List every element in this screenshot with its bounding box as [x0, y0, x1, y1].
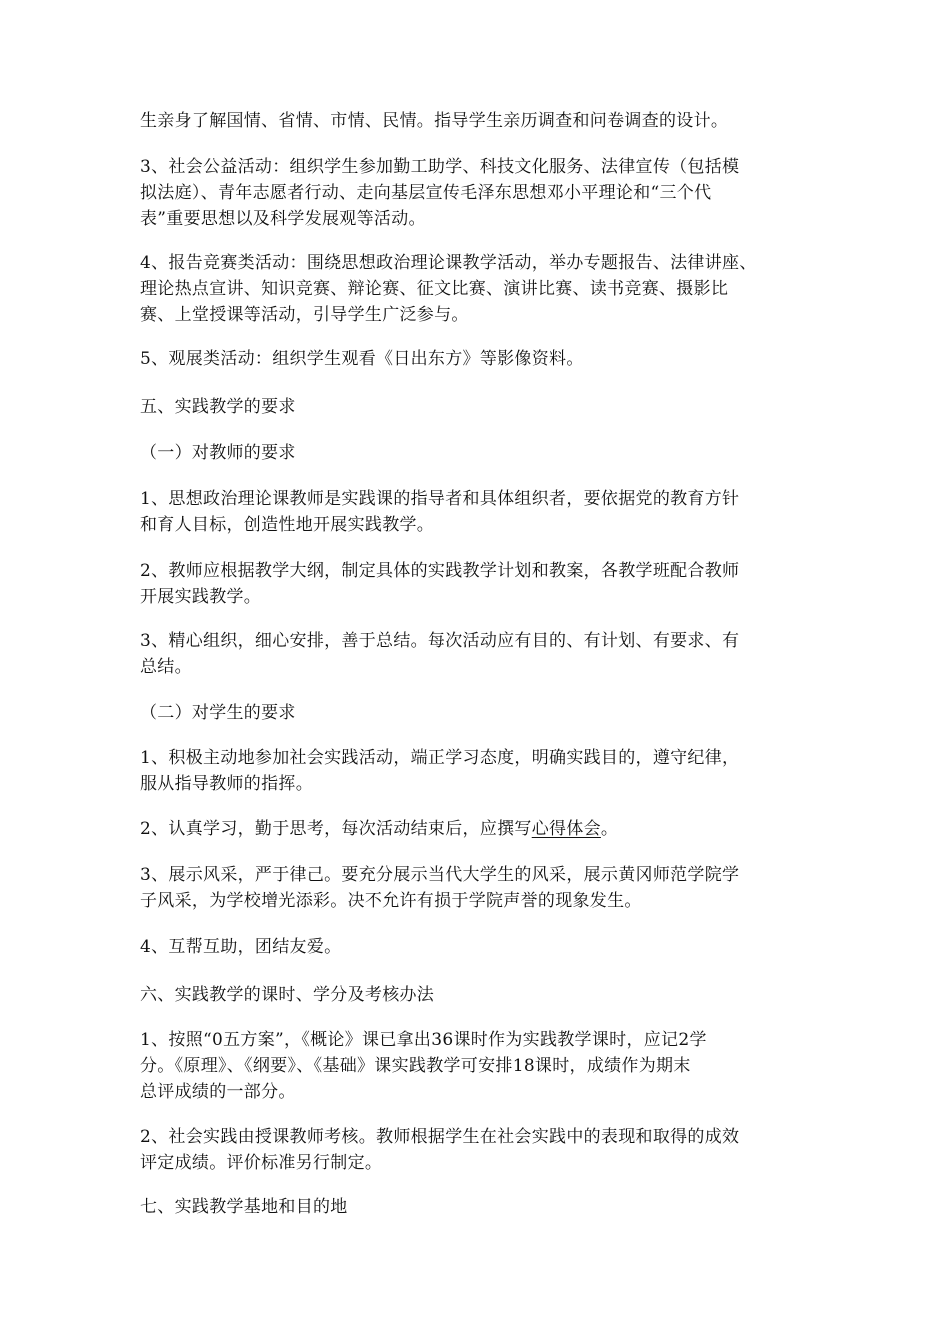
text-segment: 2、认真学习，勤于思考，每次活动结束后，应撰写 — [140, 819, 532, 839]
paragraph-student-4 — [140, 934, 820, 960]
text-line: 4、报告竞赛类活动：围绕思想政治理论课教学活动，举办专题报告、法律讲座、 — [140, 253, 757, 273]
paragraph-student-2 — [140, 816, 820, 842]
text-line: 表”重要思想以及科学发展观等活动。 — [140, 209, 426, 229]
text-line: （一）对教师的要求 — [140, 443, 296, 463]
paragraph-hours-2 — [140, 1124, 820, 1176]
text-line: 五、实践教学的要求 — [140, 397, 296, 417]
text-line: 1、思想政治理论课教师是实践课的指导者和具体组织者，要依据党的教育方针 — [140, 489, 740, 509]
reflection-link[interactable]: 心得体会 — [531, 819, 601, 839]
paragraph-reports-competitions — [140, 250, 820, 328]
section-heading-hours-credits — [140, 982, 820, 1008]
text-line: 2、教师应根据教学大纲，制定具体的实践教学计划和教案，各教学班配合教师 — [140, 561, 740, 581]
paragraph-teacher-2 — [140, 558, 820, 610]
text-line: 4、互帮互助，团结友爱。 — [140, 937, 342, 957]
text-line: 赛、上堂授课等活动，引导学生广泛参与。 — [140, 305, 469, 325]
text-line: 拟法庭）、青年志愿者行动、走向基层宣传毛泽东思想邓小平理论和“三个代 — [140, 183, 712, 203]
section-heading-bases — [140, 1194, 820, 1220]
subheading-teacher-requirements — [140, 440, 820, 466]
text-line: 生亲身了解国情、省情、市情、民情。指导学生亲历调查和问卷调查的设计。 — [140, 111, 729, 131]
text-line — [140, 816, 820, 842]
paragraph-hours-1 — [140, 1027, 820, 1105]
text-line: 子风采，为学校增光添彩。决不允许有损于学院声誉的现象发生。 — [140, 891, 642, 911]
text-line: 总评成绩的一部分。 — [140, 1082, 296, 1102]
text-line: 评定成绩。评价标准另行制定。 — [140, 1153, 383, 1173]
text-line: 5、观展类活动：组织学生观看《日出东方》等影像资料。 — [140, 349, 584, 369]
paragraph-teacher-1 — [140, 486, 820, 538]
text-line: 3、精心组织，细心安排，善于总结。每次活动应有目的、有计划、有要求、有 — [140, 631, 740, 651]
text-line: 3、展示风采，严于律己。要充分展示当代大学生的风采，展示黄冈师范学院学 — [140, 865, 740, 885]
text-line: 1、按照“0五方案”，《概论》课已拿出36课时作为实践教学课时，应记2学 — [140, 1030, 707, 1050]
text-line: （二）对学生的要求 — [140, 703, 296, 723]
paragraph-exhibition — [140, 346, 820, 372]
paragraph-intro-continuation — [140, 108, 820, 134]
text-line: 六、实践教学的课时、学分及考核办法 — [140, 985, 435, 1005]
text-line: 理论热点宣讲、知识竞赛、辩论赛、征文比赛、演讲比赛、读书竞赛、摄影比 — [140, 279, 729, 299]
text-line: 1、积极主动地参加社会实践活动，端正学习态度，明确实践目的，遵守纪律， — [140, 748, 740, 768]
text-line: 开展实践教学。 — [140, 587, 262, 607]
text-line: 2、社会实践由授课教师考核。教师根据学生在社会实践中的表现和取得的成效 — [140, 1127, 740, 1147]
section-heading-requirements — [140, 394, 820, 420]
text-line: 七、实践教学基地和目的地 — [140, 1197, 348, 1217]
text-segment: 。 — [600, 819, 619, 839]
text-line: 总结。 — [140, 657, 192, 677]
text-line: 和育人目标，创造性地开展实践教学。 — [140, 515, 435, 535]
paragraph-student-3 — [140, 862, 820, 914]
paragraph-public-welfare — [140, 154, 820, 232]
paragraph-teacher-3 — [140, 628, 820, 680]
paragraph-student-1 — [140, 745, 820, 797]
text-line: 3、社会公益活动：组织学生参加勤工助学、科技文化服务、法律宣传（包括模 — [140, 157, 740, 177]
subheading-student-requirements — [140, 700, 820, 726]
text-line: 服从指导教师的指挥。 — [140, 774, 313, 794]
text-line: 分。《原理》、《纲要》、《基础》课实践教学可安排18课时，成绩作为期末 — [140, 1056, 691, 1076]
